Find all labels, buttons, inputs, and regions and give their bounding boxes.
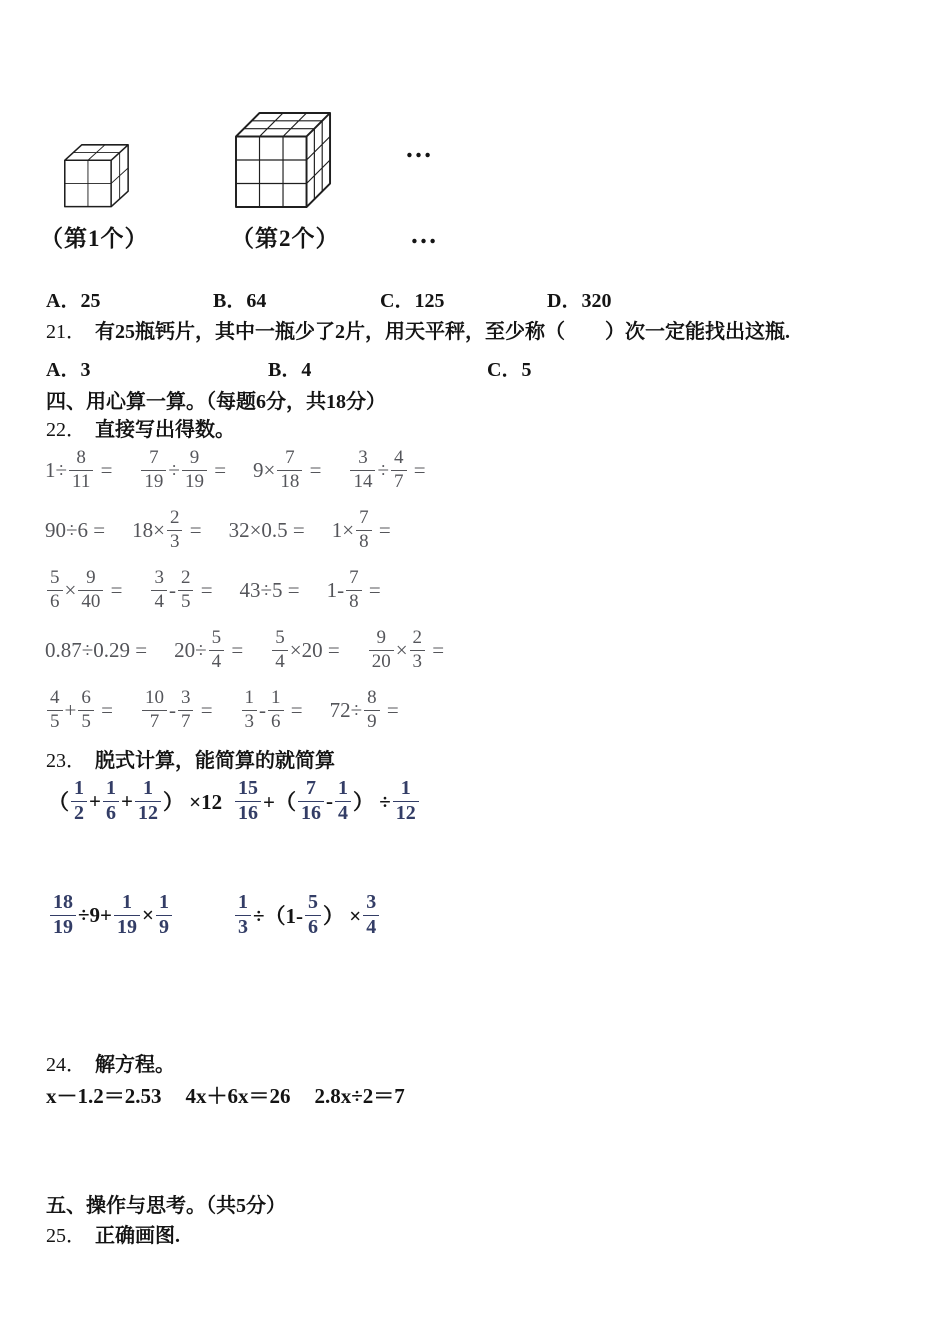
math-expression: $\frac{18}{19}$ ÷9+ $\frac{1}{19}$ × $\frac{1}{9}$ [48, 892, 233, 938]
q24-equation-3: 2.8x÷2＝7 [314, 1084, 405, 1108]
q23-title [46, 744, 335, 773]
math-expression: 20÷ $\frac{5}{4}$ = [174, 626, 244, 672]
q21-option-0: A．3 [46, 359, 91, 381]
q22-title [46, 413, 235, 442]
fraction: $\frac{1}{12}$ [135, 778, 161, 824]
fraction: $\frac{2}{3}$ [167, 508, 183, 552]
math-expression: $\frac{5}{6}$ × $\frac{9}{40}$ = [45, 568, 122, 612]
q22-row-5 [45, 680, 925, 740]
q23-row-2 [48, 884, 608, 946]
cube2-label: （第2个） [231, 226, 340, 251]
q21-text [46, 315, 790, 344]
q23-row-1 [48, 770, 608, 832]
q20-option-1: B．64 [213, 290, 267, 312]
math-expression: $\frac{10}{7}$ - $\frac{3}{7}$ = [140, 688, 213, 732]
fraction: $\frac{9}{20}$ [369, 628, 394, 672]
math-expression: 18× $\frac{2}{3}$ = [132, 506, 202, 552]
fraction: $\frac{4}{5}$ [47, 688, 63, 732]
math-expression: 90÷6 = [45, 517, 106, 542]
fraction: $\frac{3}{4}$ [151, 568, 167, 612]
fraction: $\frac{7}{19}$ [141, 448, 166, 492]
q21-option-2: C．5 [487, 359, 532, 381]
fraction: $\frac{1}{12}$ [393, 778, 419, 824]
q21-option-1: B．4 [268, 359, 312, 381]
fraction: $\frac{7}{16}$ [298, 778, 324, 824]
q24-title-text: 解方程。 [95, 1054, 175, 1076]
fraction: $\frac{1}{9}$ [156, 892, 172, 938]
math-expression: 0.87÷0.29 = [45, 637, 148, 662]
math-expression: 43÷5 = [239, 577, 300, 602]
math-expression: $\frac{5}{4}$ ×20 = [270, 628, 339, 672]
q24-equation-1: x－1.2＝2.53 [46, 1084, 162, 1108]
math-expression: $\frac{1}{3}$ ÷（1- $\frac{5}{6}$ ） × $\frac{3}{4}$ [233, 892, 381, 938]
q24-title [46, 1048, 175, 1077]
fraction: $\frac{9}{19}$ [182, 448, 207, 492]
fraction: $\frac{10}{7}$ [142, 688, 167, 732]
q20-options [46, 284, 611, 313]
math-expression: $\frac{4}{5}$ + $\frac{6}{5}$ = [45, 688, 113, 732]
math-expression: $\frac{1}{3}$ - $\frac{1}{6}$ = [240, 688, 303, 732]
fraction: $\frac{5}{6}$ [305, 892, 321, 938]
q24-number: 24． [46, 1054, 86, 1076]
cube-3x3x3-figure [235, 112, 333, 208]
fraction: $\frac{1}{4}$ [335, 778, 351, 824]
fraction: $\frac{5}{6}$ [47, 568, 63, 612]
q24-equations [46, 1080, 405, 1110]
fraction: $\frac{2}{5}$ [178, 568, 194, 612]
q25-title-text: 正确画图. [95, 1225, 180, 1247]
q22-worksheet [45, 440, 925, 740]
math-expression: 1× $\frac{7}{8}$ = [331, 506, 391, 552]
q22-row-1 [45, 440, 925, 500]
math-expression: $\frac{3}{14}$ ÷ $\frac{4}{7}$ = [348, 448, 425, 492]
math-expression: $\frac{15}{16}$ +（ $\frac{7}{16}$ - $\frac{1}{4}$ ） ÷ $\frac{1}{12}$ [233, 778, 421, 824]
ellipsis-top-icon: … [405, 133, 435, 163]
fraction: $\frac{8}{11}$ [69, 448, 93, 492]
section5-title: 五、操作与思考。（共5分） [46, 1195, 286, 1217]
fraction: $\frac{1}{3}$ [235, 892, 251, 938]
q20-option-0: A．25 [46, 290, 101, 312]
fraction: $\frac{7}{18}$ [277, 448, 302, 492]
math-expression: $\frac{7}{19}$ ÷ $\frac{9}{19}$ = [139, 448, 226, 492]
q23-title-text: 脱式计算，能简算的就简算 [95, 750, 335, 772]
fraction: $\frac{2}{3}$ [410, 628, 426, 672]
q22-row-4 [45, 620, 925, 680]
math-expression: （ $\frac{1}{2}$ + $\frac{1}{6}$ + $\frac{1}{12}$ ） ×12 [48, 776, 223, 824]
fraction: $\frac{8}{9}$ [364, 688, 380, 732]
q24-equation-2: 4x＋6x＝26 [185, 1084, 291, 1108]
math-expression: 1÷ $\frac{8}{11}$ = [45, 446, 113, 492]
math-expression: 32×0.5 = [228, 517, 305, 542]
fraction: $\frac{1}{6}$ [268, 688, 284, 732]
math-expression: $\frac{3}{4}$ - $\frac{2}{5}$ = [149, 568, 212, 612]
fraction: $\frac{6}{5}$ [78, 688, 94, 732]
ellipsis-bottom-icon: … [410, 219, 440, 249]
fraction: $\frac{1}{3}$ [242, 688, 258, 732]
q25-number: 25． [46, 1225, 86, 1247]
q21-number: 21． [46, 321, 86, 343]
fraction: $\frac{1}{19}$ [114, 892, 140, 938]
q23-worksheet [48, 770, 608, 946]
fraction: $\frac{3}{4}$ [363, 892, 379, 938]
q21-body: 有25瓶钙片，其中一瓶少了2片，用天平秤，至少称（ ）次一定能找出这瓶. [95, 321, 790, 343]
fraction: $\frac{4}{7}$ [391, 448, 407, 492]
q23-number: 23． [46, 750, 86, 772]
fraction: $\frac{1}{6}$ [103, 778, 119, 824]
fraction: $\frac{5}{4}$ [209, 628, 225, 672]
math-expression: $\frac{9}{20}$ × $\frac{2}{3}$ = [367, 628, 444, 672]
q20-option-3: D．320 [547, 290, 612, 312]
cube-2x2x2-figure [64, 144, 132, 209]
fraction: $\frac{7}{8}$ [356, 508, 372, 552]
fraction: $\frac{18}{19}$ [50, 892, 76, 938]
q22-row-2 [45, 500, 925, 560]
q22-number: 22． [46, 419, 86, 441]
cube1-label: （第1个） [40, 226, 149, 251]
q22-title-text: 直接写出得数。 [95, 419, 235, 441]
fraction: $\frac{9}{40}$ [78, 568, 103, 612]
fraction: $\frac{15}{16}$ [235, 778, 261, 824]
fraction: $\frac{5}{4}$ [272, 628, 288, 672]
fraction: $\frac{7}{8}$ [346, 568, 362, 612]
fraction: $\frac{3}{7}$ [178, 688, 194, 732]
section4-title: 四、用心算一算。（每题6分，共18分） [46, 391, 386, 413]
q21-options [46, 353, 531, 382]
q22-row-3 [45, 560, 925, 620]
q20-option-2: C．125 [380, 290, 445, 312]
math-expression: 9× $\frac{7}{18}$ = [253, 446, 322, 492]
math-expression: 72÷ $\frac{8}{9}$ = [329, 686, 399, 732]
fraction: $\frac{1}{2}$ [71, 778, 87, 824]
math-expression: 1- $\frac{7}{8}$ = [326, 566, 381, 612]
fraction: $\frac{3}{14}$ [350, 448, 375, 492]
q25-title [46, 1219, 180, 1248]
